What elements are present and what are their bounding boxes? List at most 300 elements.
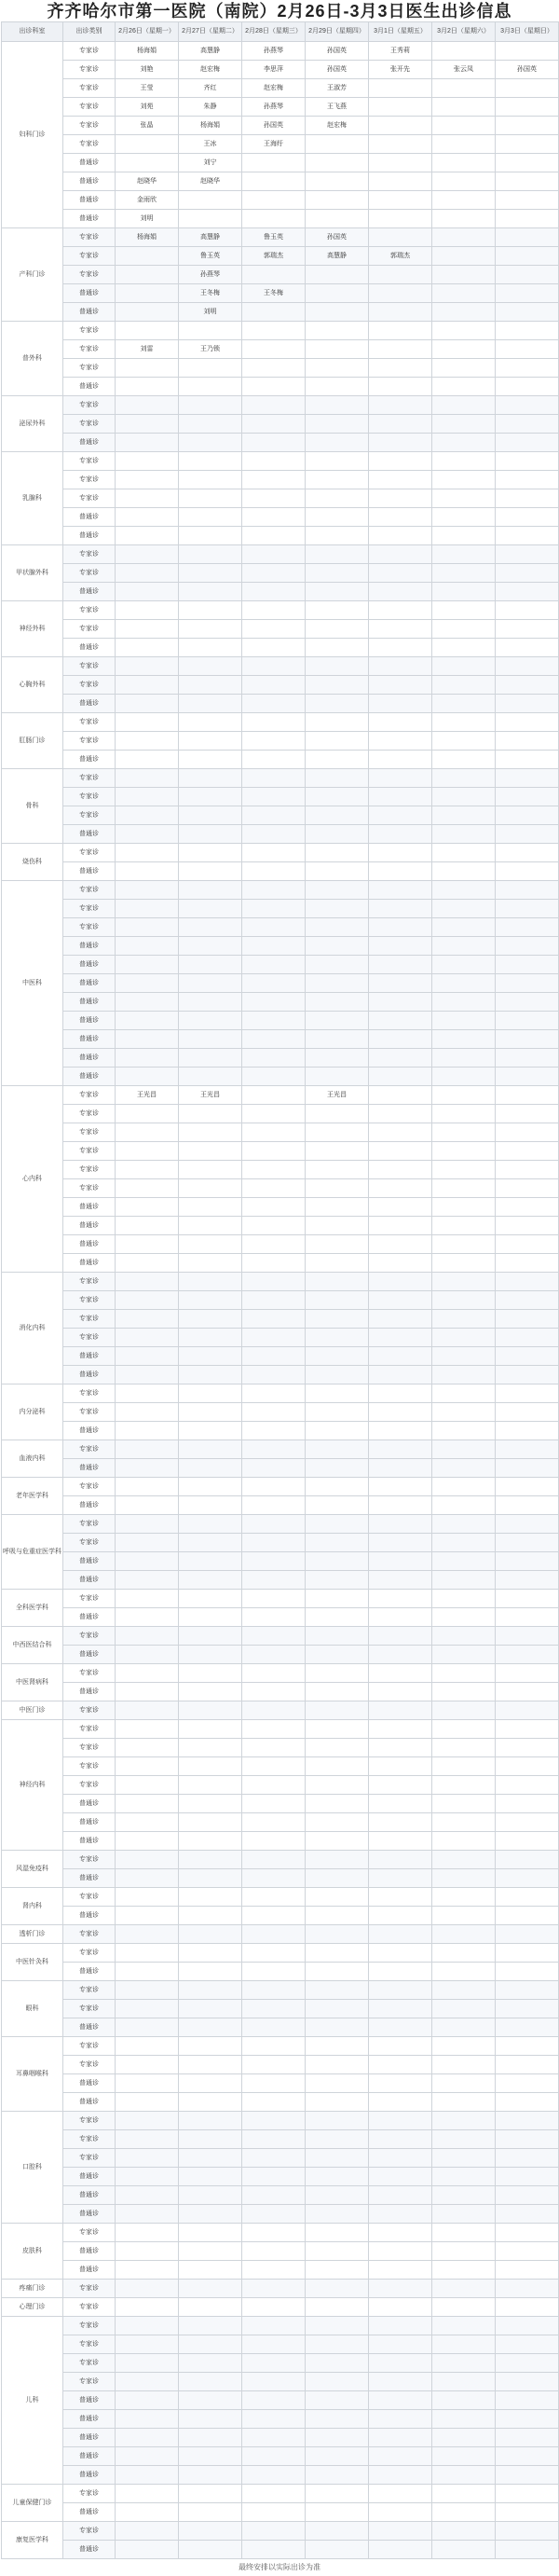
doctor-cell: [496, 2280, 559, 2298]
visit-type: 专家诊: [63, 2317, 116, 2335]
doctor-cell: [242, 639, 306, 657]
doctor-cell: 杨海娟: [179, 117, 242, 135]
table-row: [2, 2056, 559, 2074]
doctor-cell: [306, 2317, 369, 2335]
doctor-cell: [432, 284, 496, 303]
doctor-cell: [179, 1366, 242, 1384]
doctor-cell: [179, 583, 242, 601]
doctor-cell: [432, 601, 496, 620]
doctor-cell: [306, 844, 369, 862]
table-row: [2, 1142, 559, 1161]
doctor-cell: [496, 359, 559, 378]
doctor-cell: [116, 2354, 179, 2373]
doctor-cell: [179, 900, 242, 918]
doctor-cell: 张开先: [369, 61, 432, 79]
department-name: 烧伤科: [2, 844, 63, 881]
doctor-cell: [306, 2149, 369, 2168]
doctor-cell: [369, 1534, 432, 1552]
table-row: [2, 732, 559, 751]
doctor-cell: [369, 2447, 432, 2466]
doctor-cell: [306, 713, 369, 732]
table-row: [2, 1813, 559, 1832]
visit-type: 专家诊: [63, 396, 116, 415]
doctor-cell: [242, 1496, 306, 1515]
doctor-cell: [369, 1068, 432, 1086]
doctor-cell: [369, 1086, 432, 1105]
doctor-cell: [179, 601, 242, 620]
visit-type: 专家诊: [63, 1515, 116, 1534]
doctor-cell: [369, 545, 432, 564]
doctor-cell: [306, 695, 369, 713]
doctor-cell: [242, 1329, 306, 1347]
doctor-cell: [242, 601, 306, 620]
doctor-cell: [179, 2093, 242, 2112]
doctor-cell: [496, 2447, 559, 2466]
doctor-cell: [179, 881, 242, 900]
doctor-cell: [306, 564, 369, 583]
doctor-cell: [242, 1217, 306, 1235]
doctor-cell: [306, 2447, 369, 2466]
visit-type: 普通诊: [63, 956, 116, 974]
doctor-cell: [369, 2429, 432, 2447]
doctor-cell: [306, 639, 369, 657]
doctor-cell: [306, 2335, 369, 2354]
doctor-cell: [496, 2037, 559, 2056]
doctor-cell: [496, 1217, 559, 1235]
doctor-cell: [369, 1049, 432, 1068]
doctor-cell: [116, 1254, 179, 1273]
table-row: [2, 1981, 559, 2000]
doctor-cell: [179, 2522, 242, 2541]
doctor-cell: [369, 993, 432, 1012]
visit-type: 普通诊: [63, 2242, 116, 2261]
header-cell: 出诊类别: [63, 22, 116, 42]
doctor-cell: [116, 862, 179, 881]
table-row: [2, 452, 559, 471]
doctor-cell: [369, 732, 432, 751]
table-row: [2, 2391, 559, 2410]
doctor-cell: [242, 2354, 306, 2373]
doctor-cell: [432, 452, 496, 471]
doctor-cell: [116, 154, 179, 172]
doctor-cell: [179, 788, 242, 806]
doctor-cell: [242, 1105, 306, 1123]
department-name: 骨科: [2, 769, 63, 844]
doctor-cell: [369, 1179, 432, 1198]
doctor-cell: [369, 1571, 432, 1590]
doctor-cell: [496, 732, 559, 751]
doctor-cell: [432, 1478, 496, 1496]
doctor-cell: [116, 1664, 179, 1683]
doctor-cell: [306, 2503, 369, 2522]
doctor-cell: [116, 2149, 179, 2168]
visit-type: 专家诊: [63, 2280, 116, 2298]
doctor-cell: [179, 1776, 242, 1795]
doctor-cell: [179, 2373, 242, 2391]
doctor-cell: [242, 1049, 306, 1068]
doctor-cell: 赵宏梅: [179, 61, 242, 79]
doctor-cell: [116, 2112, 179, 2130]
doctor-cell: [179, 2503, 242, 2522]
table-row: [2, 1049, 559, 1068]
doctor-cell: [432, 1217, 496, 1235]
doctor-cell: [432, 1739, 496, 1757]
doctor-cell: 刘艳: [116, 61, 179, 79]
doctor-cell: [306, 1496, 369, 1515]
table-row: [2, 1403, 559, 1422]
table-row: [2, 676, 559, 695]
table-row: [2, 937, 559, 956]
doctor-cell: [496, 1739, 559, 1757]
doctor-cell: [116, 695, 179, 713]
doctor-cell: [432, 2373, 496, 2391]
doctor-cell: [179, 359, 242, 378]
doctor-cell: [306, 751, 369, 769]
doctor-cell: [369, 508, 432, 527]
doctor-cell: [432, 2317, 496, 2335]
doctor-cell: [496, 2354, 559, 2373]
doctor-cell: [369, 2503, 432, 2522]
doctor-cell: [496, 2186, 559, 2205]
visit-type: 专家诊: [63, 247, 116, 266]
doctor-cell: [306, 135, 369, 154]
doctor-cell: [116, 434, 179, 452]
doctor-cell: [242, 2168, 306, 2186]
doctor-cell: [369, 974, 432, 993]
doctor-cell: [116, 2074, 179, 2093]
doctor-cell: [116, 1832, 179, 1851]
doctor-cell: [116, 1403, 179, 1422]
doctor-cell: [432, 788, 496, 806]
doctor-cell: [369, 2317, 432, 2335]
doctor-cell: [116, 974, 179, 993]
doctor-cell: [116, 1217, 179, 1235]
doctor-cell: [179, 471, 242, 489]
department-name: 神经外科: [2, 601, 63, 657]
department-name: 透析门诊: [2, 1925, 63, 1944]
doctor-cell: [496, 1068, 559, 1086]
doctor-cell: 孙国英: [496, 61, 559, 79]
doctor-cell: [306, 1627, 369, 1646]
doctor-cell: [496, 415, 559, 434]
doctor-cell: [116, 956, 179, 974]
doctor-cell: [116, 1478, 179, 1496]
doctor-cell: [179, 1179, 242, 1198]
doctor-cell: [242, 620, 306, 639]
doctor-cell: [369, 1347, 432, 1366]
doctor-cell: [496, 2224, 559, 2242]
doctor-cell: [116, 1440, 179, 1459]
doctor-cell: [242, 1832, 306, 1851]
table-row: [2, 1571, 559, 1590]
table-row: [2, 1347, 559, 1366]
doctor-cell: [432, 806, 496, 825]
doctor-cell: 王光昌: [306, 1086, 369, 1105]
doctor-cell: [242, 2335, 306, 2354]
doctor-cell: [242, 415, 306, 434]
visit-type: 专家诊: [63, 1701, 116, 1720]
doctor-cell: [496, 1105, 559, 1123]
doctor-cell: [496, 247, 559, 266]
doctor-cell: [369, 2149, 432, 2168]
doctor-cell: [369, 583, 432, 601]
doctor-cell: [242, 2242, 306, 2261]
doctor-cell: [306, 2093, 369, 2112]
doctor-cell: [116, 247, 179, 266]
doctor-cell: [242, 1627, 306, 1646]
doctor-cell: [432, 993, 496, 1012]
doctor-cell: 王光昌: [179, 1086, 242, 1105]
doctor-cell: [496, 2130, 559, 2149]
doctor-cell: [432, 2056, 496, 2074]
doctor-cell: [496, 583, 559, 601]
visit-type: 普通诊: [63, 1813, 116, 1832]
doctor-cell: [369, 2168, 432, 2186]
doctor-cell: [242, 1757, 306, 1776]
doctor-cell: [496, 2391, 559, 2410]
doctor-cell: [306, 303, 369, 322]
visit-type: 专家诊: [63, 266, 116, 284]
doctor-cell: [306, 2410, 369, 2429]
doctor-cell: [306, 1440, 369, 1459]
doctor-cell: [432, 1683, 496, 1701]
table-row: [2, 1683, 559, 1701]
doctor-cell: [496, 2112, 559, 2130]
doctor-cell: [242, 732, 306, 751]
doctor-cell: [369, 1851, 432, 1869]
doctor-cell: [179, 564, 242, 583]
doctor-cell: [432, 1571, 496, 1590]
table-row: [2, 1273, 559, 1291]
visit-type: 专家诊: [63, 601, 116, 620]
doctor-cell: [179, 2000, 242, 2018]
doctor-cell: [116, 1329, 179, 1347]
table-row: [2, 1869, 559, 1888]
doctor-cell: [179, 974, 242, 993]
doctor-cell: [369, 135, 432, 154]
doctor-cell: [179, 2391, 242, 2410]
doctor-cell: [369, 1235, 432, 1254]
doctor-cell: [496, 713, 559, 732]
doctor-cell: [306, 806, 369, 825]
doctor-cell: 刘明: [116, 210, 179, 228]
doctor-cell: [369, 2224, 432, 2242]
table-row: [2, 1534, 559, 1552]
doctor-cell: [116, 1012, 179, 1030]
doctor-cell: [306, 937, 369, 956]
visit-type: 普通诊: [63, 1683, 116, 1701]
table-row: [2, 881, 559, 900]
doctor-cell: 王莹: [116, 79, 179, 98]
doctor-cell: [179, 2242, 242, 2261]
doctor-cell: [432, 713, 496, 732]
doctor-cell: [116, 2130, 179, 2149]
doctor-cell: [496, 1776, 559, 1795]
doctor-cell: [306, 452, 369, 471]
doctor-cell: [116, 1366, 179, 1384]
doctor-cell: [432, 117, 496, 135]
visit-type: 专家诊: [63, 2354, 116, 2373]
doctor-cell: [432, 620, 496, 639]
doctor-cell: [496, 1459, 559, 1478]
doctor-cell: [242, 1683, 306, 1701]
department-name: 风湿免疫科: [2, 1851, 63, 1888]
doctor-cell: [179, 695, 242, 713]
visit-type: 普通诊: [63, 1552, 116, 1571]
visit-type: 普通诊: [63, 583, 116, 601]
visit-type: 普通诊: [63, 1235, 116, 1254]
table-row: [2, 359, 559, 378]
doctor-cell: [432, 1123, 496, 1142]
doctor-cell: [369, 2000, 432, 2018]
doctor-cell: [496, 1813, 559, 1832]
doctor-cell: [179, 2541, 242, 2559]
doctor-cell: [242, 2317, 306, 2335]
doctor-cell: [306, 974, 369, 993]
doctor-cell: [369, 788, 432, 806]
doctor-cell: [306, 527, 369, 545]
table-row: [2, 900, 559, 918]
doctor-cell: [116, 2093, 179, 2112]
doctor-cell: [116, 2503, 179, 2522]
table-row: [2, 378, 559, 396]
doctor-cell: [369, 489, 432, 508]
doctor-cell: [242, 806, 306, 825]
visit-type: 专家诊: [63, 1440, 116, 1459]
table-row: [2, 1030, 559, 1049]
doctor-cell: [432, 1366, 496, 1384]
table-row: [2, 2130, 559, 2149]
doctor-cell: [242, 1422, 306, 1440]
doctor-cell: [369, 2037, 432, 2056]
doctor-cell: [306, 284, 369, 303]
doctor-cell: [432, 2186, 496, 2205]
visit-type: 专家诊: [63, 1329, 116, 1347]
doctor-cell: [306, 1068, 369, 1086]
doctor-cell: [496, 42, 559, 61]
doctor-cell: [179, 1310, 242, 1329]
doctor-cell: [179, 2149, 242, 2168]
table-row: [2, 844, 559, 862]
doctor-cell: [242, 2410, 306, 2429]
doctor-cell: [369, 1963, 432, 1981]
doctor-cell: [432, 1030, 496, 1049]
doctor-cell: 孙燕琴: [242, 42, 306, 61]
doctor-cell: [306, 881, 369, 900]
visit-type: 专家诊: [63, 788, 116, 806]
department-name: 中医肾病科: [2, 1664, 63, 1701]
table-row: [2, 135, 559, 154]
doctor-cell: [116, 1459, 179, 1478]
doctor-cell: [496, 1310, 559, 1329]
doctor-cell: [369, 2391, 432, 2410]
doctor-cell: [369, 1142, 432, 1161]
doctor-cell: [116, 788, 179, 806]
visit-type: 专家诊: [63, 1776, 116, 1795]
doctor-cell: [306, 508, 369, 527]
doctor-cell: [179, 1907, 242, 1925]
doctor-cell: [369, 1627, 432, 1646]
doctor-cell: 刘雷: [116, 340, 179, 359]
doctor-cell: [369, 191, 432, 210]
doctor-cell: [369, 806, 432, 825]
table-row: [2, 2093, 559, 2112]
table-row: [2, 1646, 559, 1664]
table-row: [2, 1720, 559, 1739]
doctor-cell: [306, 1123, 369, 1142]
table-row: [2, 2261, 559, 2280]
doctor-cell: [179, 489, 242, 508]
doctor-cell: [306, 900, 369, 918]
doctor-cell: [432, 1496, 496, 1515]
department-name: 血液内科: [2, 1440, 63, 1478]
doctor-cell: [242, 1590, 306, 1608]
doctor-cell: [179, 1217, 242, 1235]
doctor-cell: [306, 1198, 369, 1217]
visit-type: 专家诊: [63, 2000, 116, 2018]
doctor-cell: [306, 2224, 369, 2242]
doctor-cell: [179, 1347, 242, 1366]
table-row: [2, 2168, 559, 2186]
doctor-cell: [179, 2224, 242, 2242]
doctor-cell: [306, 2186, 369, 2205]
doctor-cell: [496, 303, 559, 322]
doctor-cell: [306, 2018, 369, 2037]
doctor-cell: [432, 2522, 496, 2541]
doctor-cell: [242, 2503, 306, 2522]
doctor-cell: [306, 210, 369, 228]
doctor-cell: [496, 2000, 559, 2018]
doctor-cell: [369, 172, 432, 191]
doctor-cell: [242, 825, 306, 844]
visit-type: 专家诊: [63, 2037, 116, 2056]
visit-type: 普通诊: [63, 1832, 116, 1851]
doctor-cell: [242, 993, 306, 1012]
table-row: [2, 993, 559, 1012]
visit-type: 专家诊: [63, 900, 116, 918]
table-row: [2, 1701, 559, 1720]
doctor-cell: [496, 639, 559, 657]
visit-type: 专家诊: [63, 1720, 116, 1739]
doctor-cell: [179, 1161, 242, 1179]
doctor-cell: [306, 2112, 369, 2130]
doctor-cell: [306, 2168, 369, 2186]
doctor-cell: [432, 1422, 496, 1440]
doctor-cell: [116, 1888, 179, 1907]
doctor-cell: [432, 564, 496, 583]
doctor-cell: [369, 881, 432, 900]
visit-type: 普通诊: [63, 191, 116, 210]
table-row: [2, 1776, 559, 1795]
doctor-cell: [242, 545, 306, 564]
doctor-cell: [116, 937, 179, 956]
doctor-cell: [242, 1646, 306, 1664]
doctor-cell: [242, 322, 306, 340]
department-name: 儿科: [2, 2317, 63, 2485]
doctor-cell: [432, 1757, 496, 1776]
doctor-cell: [116, 1049, 179, 1068]
doctor-cell: [306, 1963, 369, 1981]
doctor-cell: [369, 2466, 432, 2485]
doctor-cell: [432, 2485, 496, 2503]
doctor-cell: [242, 508, 306, 527]
doctor-cell: [179, 452, 242, 471]
visit-type: 普通诊: [63, 1459, 116, 1478]
visit-type: 专家诊: [63, 1291, 116, 1310]
doctor-cell: [432, 2429, 496, 2447]
doctor-cell: [369, 1384, 432, 1403]
doctor-cell: [369, 210, 432, 228]
